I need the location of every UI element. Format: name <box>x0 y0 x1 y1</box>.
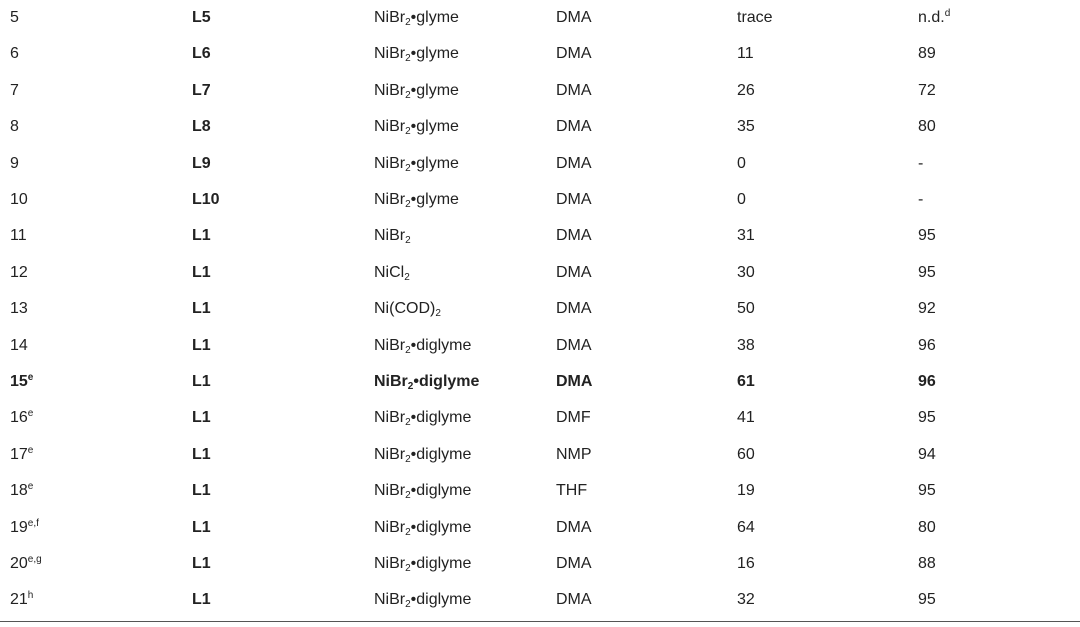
catalyst-subscript: 2 <box>405 599 411 611</box>
ee-cell <box>918 182 923 218</box>
entry-number: 13 <box>10 300 28 318</box>
catalyst-formula: NiBr <box>374 445 406 463</box>
entry-number: 5 <box>10 9 19 26</box>
table-row <box>0 291 1080 327</box>
solvent-cell: DMA <box>556 373 593 390</box>
ee-cell <box>918 546 936 582</box>
catalyst-ligand-suffix: •diglyme <box>410 591 472 609</box>
entry-cell <box>10 400 33 436</box>
yield-cell: 61 <box>737 373 755 390</box>
entry-cell <box>10 73 19 109</box>
catalyst-cell <box>374 255 410 291</box>
catalyst-cell <box>374 291 441 327</box>
ee-cell <box>918 328 936 364</box>
entry-cell <box>10 437 33 473</box>
table-row <box>0 0 1080 36</box>
entry-footnote: h <box>27 590 34 602</box>
entry-cell <box>10 218 27 254</box>
ee-cell <box>918 437 936 473</box>
ee-value: 95 <box>918 227 936 245</box>
table-row <box>0 582 1080 618</box>
ee-value: 72 <box>918 81 936 99</box>
catalyst-formula: NiBr <box>374 555 406 572</box>
ligand-cell: L5 <box>192 9 211 26</box>
ee-value: - <box>918 154 924 172</box>
solvent-cell: DMA <box>556 336 592 354</box>
ligand-cell: L9 <box>192 154 211 172</box>
ee-value: 88 <box>918 555 936 572</box>
catalyst-subscript: 2 <box>405 162 411 174</box>
table-row <box>0 510 1080 546</box>
ee-value: 80 <box>918 118 936 136</box>
yield-cell: 60 <box>737 445 755 463</box>
table-row <box>0 255 1080 291</box>
catalyst-cell <box>374 473 471 509</box>
catalyst-subscript: 2 <box>405 235 411 247</box>
ligand-cell: L1 <box>192 518 211 536</box>
ee-cell <box>918 0 950 36</box>
catalyst-ligand-suffix: •glyme <box>410 191 459 208</box>
ligand-cell: L6 <box>192 45 211 63</box>
ee-value: 92 <box>918 300 936 318</box>
catalyst-cell <box>374 36 459 72</box>
solvent-cell: DMF <box>556 409 591 427</box>
catalyst-cell <box>374 146 459 182</box>
ligand-cell: L1 <box>192 409 211 427</box>
solvent-cell: DMA <box>556 300 592 318</box>
yield-cell: 16 <box>737 555 755 572</box>
ligand-cell: L1 <box>192 482 211 500</box>
catalyst-subscript: 2 <box>405 417 411 429</box>
entry-cell <box>10 109 19 145</box>
ee-cell <box>918 218 936 254</box>
entry-number: 9 <box>10 154 19 172</box>
entry-footnote: e <box>27 481 34 493</box>
table-row <box>0 218 1080 254</box>
yield-cell: 35 <box>737 118 755 136</box>
entry-cell <box>10 510 39 546</box>
table-bottom-rule <box>0 621 1080 622</box>
entry-number: 16 <box>10 409 28 427</box>
entry-number: 12 <box>10 263 28 281</box>
entry-cell <box>10 182 28 218</box>
ee-cell <box>918 582 936 618</box>
catalyst-ligand-suffix: •diglyme <box>410 555 472 572</box>
table-row <box>0 400 1080 436</box>
ligand-cell: L8 <box>192 118 211 136</box>
solvent-cell: DMA <box>556 154 592 172</box>
table-row <box>0 182 1080 218</box>
ligand-cell: L1 <box>192 263 211 281</box>
entry-number: 18 <box>10 482 28 500</box>
catalyst-formula: NiBr <box>374 591 406 609</box>
table-row <box>0 364 1080 400</box>
catalyst-subscript: 2 <box>405 344 411 356</box>
entry-cell <box>10 582 33 618</box>
catalyst-subscript: 2 <box>405 526 411 538</box>
catalyst-formula: NiBr <box>374 118 406 136</box>
solvent-cell: DMA <box>556 555 592 572</box>
catalyst-formula: NiBr <box>374 154 406 172</box>
catalyst-ligand-suffix: •diglyme <box>413 373 480 390</box>
table-row <box>0 146 1080 182</box>
table-row <box>0 328 1080 364</box>
catalyst-subscript: 2 <box>405 89 411 101</box>
catalyst-ligand-suffix: •glyme <box>410 9 459 26</box>
entry-number: 14 <box>10 336 28 354</box>
catalyst-formula: NiBr <box>374 482 406 500</box>
catalyst-formula: NiCl <box>374 263 405 281</box>
catalyst-formula: Ni(COD) <box>374 300 436 318</box>
ee-cell <box>918 146 923 182</box>
catalyst-subscript: 2 <box>405 490 411 502</box>
catalyst-cell <box>374 437 471 473</box>
table-row <box>0 473 1080 509</box>
entry-number: 8 <box>10 118 19 136</box>
table-row <box>0 109 1080 145</box>
yield-cell: 50 <box>737 300 755 318</box>
entry-cell <box>10 36 19 72</box>
ee-footnote: d <box>944 8 951 19</box>
entry-cell <box>10 0 19 36</box>
catalyst-subscript: 2 <box>405 453 411 465</box>
catalyst-cell <box>374 109 459 145</box>
yield-cell: 0 <box>737 154 746 172</box>
catalyst-cell <box>374 546 471 582</box>
catalyst-cell <box>374 73 459 109</box>
ee-value: 94 <box>918 445 936 463</box>
solvent-cell: DMA <box>556 227 592 245</box>
entry-cell <box>10 364 33 400</box>
entry-cell <box>10 328 28 364</box>
ee-cell <box>918 291 936 327</box>
table-row <box>0 73 1080 109</box>
catalyst-formula: NiBr <box>374 9 406 26</box>
catalyst-cell <box>374 510 471 546</box>
solvent-cell: DMA <box>556 263 592 281</box>
catalyst-ligand-suffix: •glyme <box>410 118 459 136</box>
ee-value: 95 <box>918 591 936 609</box>
catalyst-subscript: 2 <box>405 199 411 210</box>
yield-cell: 64 <box>737 518 755 536</box>
solvent-cell: DMA <box>556 518 592 536</box>
ee-cell <box>918 510 936 546</box>
solvent-cell: DMA <box>556 81 592 99</box>
solvent-cell: NMP <box>556 445 592 463</box>
catalyst-subscript: 2 <box>405 53 411 65</box>
solvent-cell: DMA <box>556 118 592 136</box>
catalyst-formula: NiBr <box>374 336 406 354</box>
catalyst-formula: NiBr <box>374 45 406 63</box>
entry-number: 17 <box>10 445 28 463</box>
solvent-cell: DMA <box>556 45 592 63</box>
catalyst-formula: NiBr <box>374 409 406 427</box>
entry-cell <box>10 473 33 509</box>
solvent-cell: DMA <box>556 9 592 26</box>
ligand-cell: L1 <box>192 445 211 463</box>
entry-number: 21 <box>10 591 28 609</box>
yield-cell: 32 <box>737 591 755 609</box>
ee-cell <box>918 255 936 291</box>
catalyst-ligand-suffix: •glyme <box>410 81 459 99</box>
entry-number: 6 <box>10 45 19 63</box>
entry-cell <box>10 291 28 327</box>
entry-number: 19 <box>10 518 28 536</box>
catalyst-ligand-suffix: •glyme <box>410 154 459 172</box>
yield-cell: trace <box>737 9 773 26</box>
solvent-cell: DMA <box>556 591 592 609</box>
table-row <box>0 546 1080 582</box>
yield-cell: 41 <box>737 409 755 427</box>
entry-footnote: e <box>27 408 34 420</box>
catalyst-cell <box>374 218 411 254</box>
solvent-cell: THF <box>556 482 588 500</box>
yield-cell: 0 <box>737 191 746 208</box>
yield-cell: 38 <box>737 336 755 354</box>
ee-value: 89 <box>918 45 936 63</box>
ee-value: 96 <box>918 373 936 390</box>
yield-cell: 30 <box>737 263 755 281</box>
ee-value: 95 <box>918 263 936 281</box>
entry-number: 15 <box>10 373 28 390</box>
ligand-cell: L1 <box>192 373 211 390</box>
yield-cell: 31 <box>737 227 755 245</box>
table-row <box>0 36 1080 72</box>
ee-cell <box>918 473 936 509</box>
ligand-cell: L1 <box>192 300 211 318</box>
yield-cell: 19 <box>737 482 755 500</box>
catalyst-subscript: 2 <box>404 271 410 283</box>
entry-footnote: e,g <box>27 554 42 565</box>
ee-value: 95 <box>918 409 936 427</box>
entry-cell <box>10 546 42 582</box>
catalyst-subscript: 2 <box>405 563 411 574</box>
catalyst-formula: NiBr <box>374 191 406 208</box>
catalyst-subscript: 2 <box>405 17 411 28</box>
ee-value: - <box>918 191 924 208</box>
entry-footnote: e <box>27 444 34 456</box>
ee-cell <box>918 36 936 72</box>
ee-value: 80 <box>918 518 936 536</box>
ligand-cell: L1 <box>192 227 211 245</box>
entry-number: 7 <box>10 81 19 99</box>
table-row <box>0 437 1080 473</box>
ee-cell <box>918 364 936 400</box>
yield-cell: 11 <box>737 45 754 63</box>
catalyst-ligand-suffix: •glyme <box>410 45 459 63</box>
catalyst-cell <box>374 582 471 618</box>
entry-number: 10 <box>10 191 28 208</box>
entry-footnote: e <box>27 372 34 383</box>
ligand-cell: L1 <box>192 336 211 354</box>
ee-value: 95 <box>918 482 936 500</box>
solvent-cell: DMA <box>556 191 592 208</box>
catalyst-cell <box>374 364 479 400</box>
catalyst-ligand-suffix: •diglyme <box>410 518 472 536</box>
entry-cell <box>10 146 19 182</box>
catalyst-ligand-suffix: •diglyme <box>410 409 472 427</box>
entry-number: 20 <box>10 555 28 572</box>
catalyst-cell <box>374 182 459 218</box>
ee-cell <box>918 73 936 109</box>
catalyst-subscript: 2 <box>405 126 411 138</box>
catalyst-ligand-suffix: •diglyme <box>410 482 472 500</box>
entry-cell <box>10 255 28 291</box>
ee-value: n.d. <box>918 9 945 26</box>
catalyst-cell <box>374 0 459 36</box>
catalyst-formula: NiBr <box>374 518 406 536</box>
catalyst-cell <box>374 400 471 436</box>
catalyst-formula: NiBr <box>374 81 406 99</box>
catalyst-ligand-suffix: •diglyme <box>410 445 472 463</box>
yield-cell: 26 <box>737 81 755 99</box>
catalyst-ligand-suffix: •diglyme <box>410 336 472 354</box>
catalyst-formula: NiBr <box>374 373 408 390</box>
entry-footnote: e,f <box>27 517 39 529</box>
catalyst-formula: NiBr <box>374 227 406 245</box>
ee-cell <box>918 400 936 436</box>
catalyst-subscript: 2 <box>407 381 414 392</box>
ligand-cell: L7 <box>192 81 211 99</box>
ligand-cell: L1 <box>192 555 211 572</box>
entry-number: 11 <box>10 227 27 245</box>
ee-cell <box>918 109 936 145</box>
catalyst-subscript: 2 <box>435 308 441 320</box>
ligand-cell: L1 <box>192 591 211 609</box>
ee-value: 96 <box>918 336 936 354</box>
catalyst-cell <box>374 328 471 364</box>
ligand-cell: L10 <box>192 191 220 208</box>
